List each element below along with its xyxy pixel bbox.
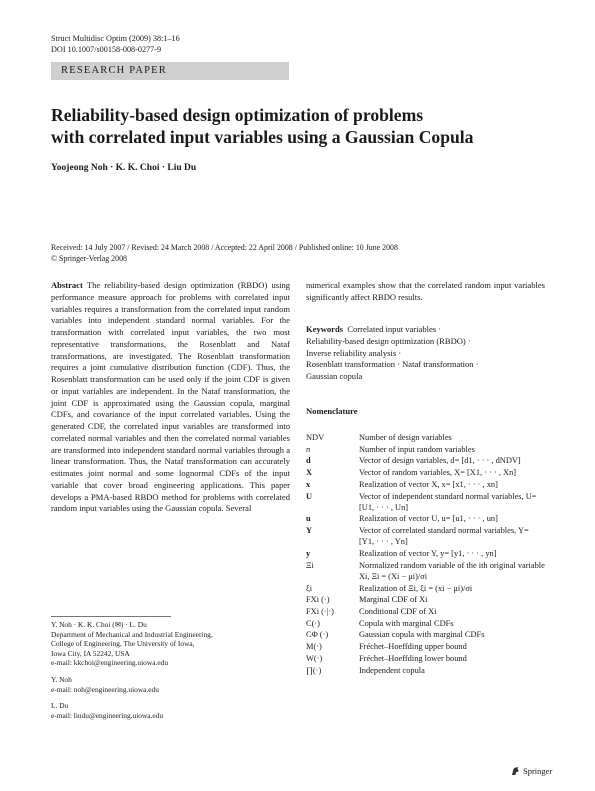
abstract-label: Abstract [51, 280, 83, 290]
nomenclature-symbol: CΦ (·) [306, 630, 329, 640]
nomenclature-symbol: FXi (·) [306, 595, 330, 605]
affiliation-line: Y. Noh [51, 674, 72, 684]
article-type-banner: RESEARCH PAPER [51, 62, 289, 80]
nomenclature-row [306, 594, 545, 605]
nomenclature-description: Realization of vector U, u= [u1, · · · , un] [359, 514, 498, 524]
nomenclature-row [306, 629, 545, 640]
affiliation-line: Department of Mechanical and Industrial Engineering, [51, 629, 213, 639]
nomenclature-symbol: X [306, 468, 313, 478]
keywords-label: Keywords [306, 324, 344, 334]
title-line-2: with correlated input variables using a Gaussian Copula [51, 127, 474, 147]
nomenclature-symbol: u [306, 514, 311, 524]
journal-header [51, 33, 180, 55]
abstract [51, 280, 290, 515]
nomenclature-symbol: x [306, 479, 311, 489]
nomenclature-row [306, 618, 545, 629]
nomenclature-description: Number of design variables [359, 433, 452, 442]
doi: DOI 10.1007/s00158-008-0277-9 [51, 45, 162, 54]
nomenclature-row [306, 583, 545, 594]
nomenclature-symbol: W(·) [306, 653, 323, 663]
received-dates: Received: 14 July 2007 / Revised: 24 March 2008 / Accepted: 22 April 2008 / Published online: 10 June 2008 [51, 243, 398, 252]
affiliation-line: Iowa City, IA 52242, USA [51, 648, 130, 658]
nomenclature-row [306, 491, 545, 513]
nomenclature-row [306, 548, 545, 559]
author-list: Yoojeong Noh · K. K. Choi · Liu Du [51, 163, 197, 173]
springer-logo [510, 766, 552, 776]
keywords [306, 324, 545, 383]
nomenclature-row [306, 432, 545, 443]
abstract-text: The reliability-based design optimization (RBDO) using performance measure approach for problems with correlated input variables requires a transformation from the correlated input random variables into independent standard normal variables. For the transformation with correlated input variables, the two most representative transformations, the Rosenblatt and Nataf transformations, are investigated. The Rosenblatt transformation requires a joint cumulative distribution function (CDF). Thus, the Rosenblatt transformation can be used only if the joint CDF is given or input variables are independent. In the Nataf transformation, the joint CDF is approximated using the Gaussian copula, marginal CDFs, and covariance of the input correlated variables. Using the generated CDF, the correlated input variables are transformed into correlated normal variables and then the correlated normal variables are transformed into independent standard normal variables through a linear transformation. Thus, the Nataf transformation can accurately estimates joint normal and some lognormal CDFs of the input variable that cover broad engineering applications. This paper develops a PMA-based RBDO method for problems with correlated random input variables using the Gaussian copula. Several [51, 280, 291, 514]
nomenclature-description: Realization of Ξi, ξi = (xi − μi)/σi [359, 583, 473, 593]
nomenclature-symbol: Ξi [306, 560, 314, 570]
publisher-name: Springer [523, 766, 553, 776]
nomenclature-description: Copula with marginal CDFs [359, 618, 454, 628]
affiliation-line: College of Engineering, The University of Iowa, [51, 639, 195, 649]
nomenclature-symbol: M(·) [306, 642, 322, 652]
keyword: Inverse reliability analysis · [306, 347, 402, 358]
nomenclature-description: Independent copula [359, 665, 425, 675]
author-email[interactable]: e-mail: kkchoi@engineering.uiowa.edu [51, 658, 169, 668]
nomenclature-symbol: ξi [306, 583, 313, 593]
nomenclature-row [306, 606, 545, 617]
nomenclature-symbol: y [306, 549, 311, 559]
author-email[interactable]: e-mail: liudu@engineering.uiowa.edu [51, 710, 164, 720]
keyword: Rosenblatt transformation · Nataf transformation · [306, 359, 479, 370]
nomenclature-description: Number of input random variables [359, 444, 475, 454]
nomenclature-row [306, 513, 545, 524]
nomenclature-symbol: C(·) [306, 618, 320, 628]
nomenclature-description: Fréchet–Hoeffding upper bound [359, 642, 467, 652]
paper-title [51, 104, 521, 148]
abstract-continued: numerical examples show that the correlated random input variables significantly affect RBDO results. [306, 280, 545, 302]
keyword: Gaussian copula [306, 371, 363, 382]
nomenclature-description: Gaussian copula with marginal CDFs [359, 630, 485, 640]
nomenclature-symbol: ∏(·) [306, 665, 322, 675]
nomenclature-symbol: d [306, 456, 311, 466]
affiliation-gap [51, 694, 290, 701]
nomenclature-row [306, 653, 545, 664]
publication-history [51, 243, 521, 264]
affiliation-gap [51, 668, 290, 675]
nomenclature-description: Fréchet–Hoeffding lower bound [359, 653, 467, 663]
affiliation-line: Y. Noh · K. K. Choi (✉) · L. Du [51, 620, 147, 629]
footnote-rule [51, 616, 171, 617]
affiliations [51, 620, 290, 720]
nomenclature-description: Realization of vector X, x= [x1, · · · , xn] [359, 479, 498, 489]
springer-horse-icon [510, 766, 520, 776]
nomenclature-row [306, 455, 545, 466]
affiliation-line: L. Du [51, 701, 69, 711]
nomenclature-row [306, 665, 545, 676]
nomenclature-description: Realization of vector Y, y= [y1, · · · , yn] [359, 549, 497, 559]
nomenclature-description: Vector of independent standard normal variables, U= [U1, · · · , Un] [359, 491, 537, 512]
nomenclature-list [306, 432, 545, 676]
title-line-1: Reliability-based design optimization of problems [51, 105, 424, 125]
keyword: Reliability-based design optimization (RBDO) · [306, 335, 471, 346]
nomenclature-row [306, 444, 545, 455]
nomenclature-row [306, 467, 545, 478]
nomenclature-description: Vector of random variables, X= [X1, · · · , Xn] [359, 468, 517, 478]
copyright: © Springer-Verlag 2008 [51, 253, 127, 263]
nomenclature-description: Vector of design variables, d= [d1, · · · , dNDV] [359, 456, 521, 466]
keywords-line-1 [306, 324, 545, 336]
nomenclature-row [306, 641, 545, 652]
nomenclature-symbol: U [306, 491, 313, 501]
nomenclature-description: Marginal CDF of Xi [359, 595, 428, 605]
nomenclature-description: Normalized random variable of the ith original variable Xi, Ξi = (Xi − μi)/σi [359, 560, 545, 581]
journal-citation: Struct Multidisc Optim (2009) 38:1–16 [51, 34, 180, 43]
nomenclature-symbol: n [306, 444, 311, 454]
nomenclature-symbol: NDV [306, 433, 325, 442]
nomenclature-description: Vector of correlated standard normal variables, Y= [Y1, · · · , Yn] [359, 526, 529, 547]
nomenclature-row [306, 525, 545, 547]
nomenclature-symbol: Y [306, 526, 313, 536]
author-email[interactable]: e-mail: noh@engineering.uiowa.edu [51, 684, 159, 694]
nomenclature-row [306, 479, 545, 490]
keyword: Correlated input variables · [347, 324, 442, 334]
nomenclature-description: Conditional CDF of Xi [359, 607, 437, 617]
nomenclature-heading: Nomenclature [306, 406, 358, 416]
nomenclature-row [306, 560, 545, 582]
nomenclature-symbol: FXi (·|·) [306, 607, 334, 617]
